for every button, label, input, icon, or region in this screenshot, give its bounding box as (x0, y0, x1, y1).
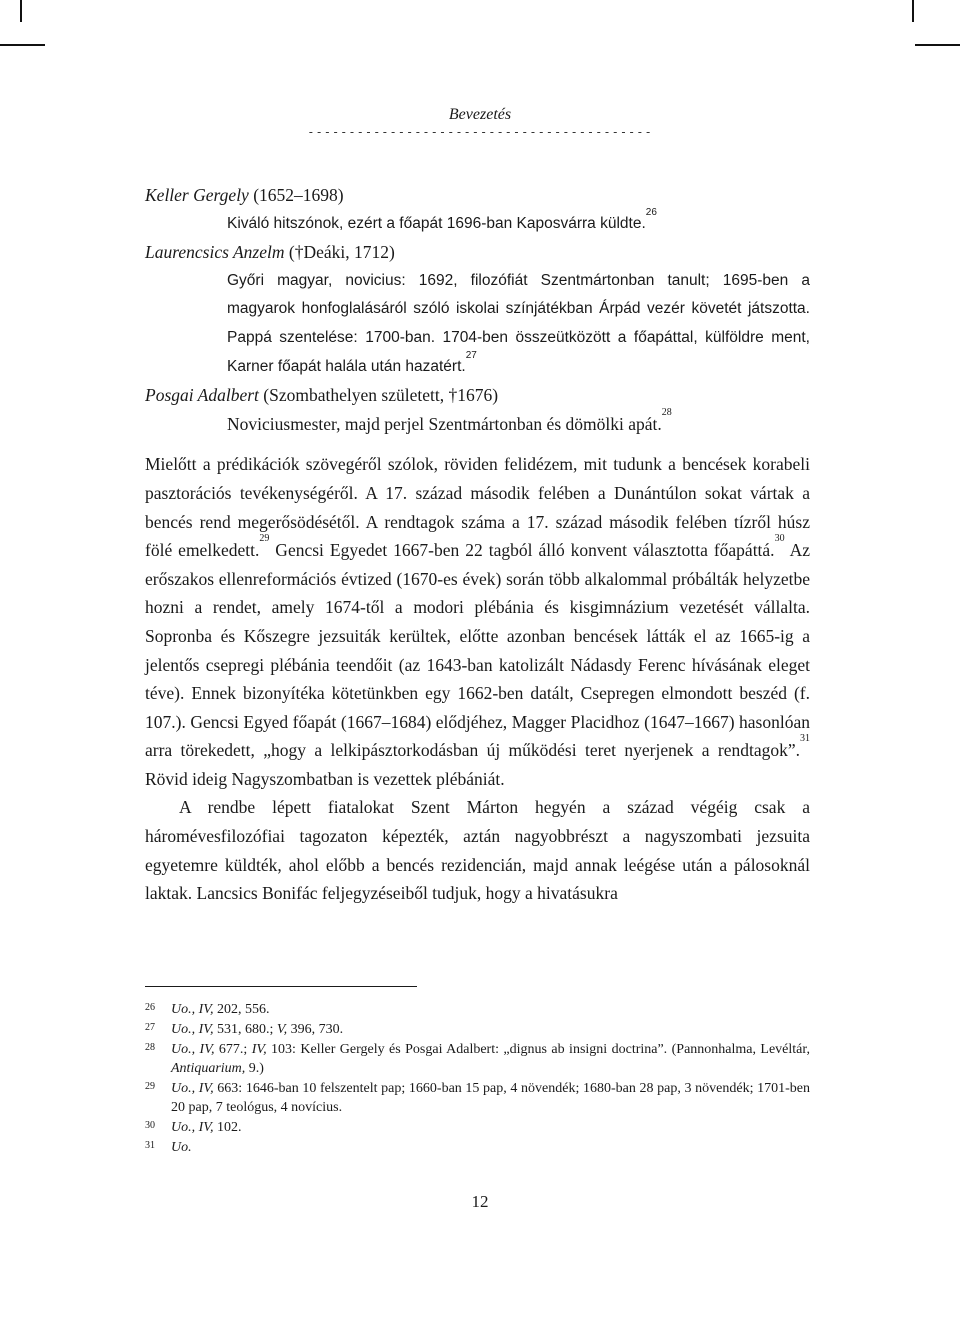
footnote-detail: 103: Keller Gergely és Posgai Adalbert: „dignus ab insigni doctrina”. (Pannonhalma, Levéltár, (266, 1042, 810, 1057)
running-header (0, 104, 960, 138)
footnote-number: 30 (145, 1120, 155, 1131)
entry-text-content: Noviciusmester, majd perjel Szentmártonban és dömölki apát. (227, 413, 662, 434)
footnote-ref[interactable]: 29 (259, 533, 270, 545)
entry-name: Keller Gergely (145, 185, 249, 205)
footnote-source: Uo. (171, 1140, 192, 1155)
footnote-ref[interactable]: 28 (661, 406, 672, 418)
entry-meta: (1652–1698) (248, 185, 344, 205)
entry-meta: (Szombathelyen született, †1676) (258, 385, 499, 406)
footnote (145, 1000, 810, 1019)
footnote-ref[interactable]: 26 (645, 206, 657, 218)
crop-mark (912, 0, 914, 22)
paragraph-text: Mielőtt a prédikációk szövegéről szólok, röviden felidézem, mit tudunk a bencések korabeli pasztorációs tevékenységéről. A 17. század második felében a Dunántúlon sokat vártak a bencés rend megerősödésétől. A rendtagok száma a 17. század második felében tízről húsz fölé emelkedett. (145, 454, 810, 561)
footnote-number: 28 (145, 1042, 155, 1053)
crop-mark (20, 0, 22, 22)
page-body (145, 181, 810, 908)
entry-name: Laurencsics Anzelm (145, 242, 285, 263)
page-number: 12 (471, 1192, 489, 1211)
footnote-ref[interactable]: 30 (774, 533, 785, 545)
footnotes (145, 1000, 810, 1158)
footnote (145, 1118, 810, 1137)
entry-text-content: Győri magyar, novicius: 1692, filozófiát Szentmártonban tanult; 1695-ben a magyarok honfoglalásáról szóló iskolai színjátékban Árpád vezér követét játszotta. Pappá szentelése: 1700-ban. 1704-ben összeütközött a főapáttal, külföldre ment, Karner főapát halála után hazatért. (227, 271, 810, 375)
footnote-number: 26 (145, 1002, 155, 1013)
footnote-text (171, 1000, 810, 1019)
entry-heading (145, 381, 810, 410)
body-paragraph (145, 450, 810, 793)
footnote-number: 31 (145, 1140, 155, 1151)
footnote-text (171, 1138, 810, 1157)
body-paragraph: A rendbe lépett fiatalokat Szent Márton hegyén a század végéig csak a háromévesfilozófiai tagozaton képezték, aztán nagyobbrészt a nagyszombati jezsuita egyetemre küldték, ahol előbb a bencés rezidencián, majd annak leégése után a pálosoknál laktak. Lancsics Bonifác feljegyzéseiből tudjuk, hogy a hivatásukra (145, 797, 810, 904)
footnote-source: Uo., IV, (171, 1081, 214, 1096)
footnote-number: 29 (145, 1081, 155, 1092)
footnote-source: Uo., IV, (171, 1002, 214, 1017)
footnote-number: 27 (145, 1022, 155, 1033)
entry-heading (145, 181, 810, 210)
header-rule: ------------------------------------------ (307, 125, 653, 139)
entry-heading (145, 238, 810, 267)
crop-mark (0, 44, 45, 46)
footnote-source: V, (276, 1022, 288, 1037)
footnote-separator (145, 986, 417, 987)
paragraph-text: Rövid ideig Nagyszombatban is vezettek plébániát. (145, 768, 505, 789)
footnote (145, 1079, 810, 1117)
footnote-detail: 102. (213, 1120, 242, 1135)
entry-meta: (†Deáki, 1712) (284, 242, 395, 263)
footnote-ref[interactable]: 31 (800, 733, 810, 745)
entry-text-content: Kiváló hitszónok, ezért a főapát 1696-ban Kaposvárra küldte. (227, 214, 646, 232)
footnote-detail: 663: 1646-ban 10 felszentelt pap; 1660-ban 15 pap, 4 növendék; 1680-ban 28 pap, 3 növendék; 1701-ben 20 pap, 7 teológus, 4 novícius. (171, 1081, 810, 1115)
footnote (145, 1020, 810, 1039)
paragraph-text: Gencsi Egyedet 1667-ben 22 tagból álló konvent választotta főapáttá. (269, 540, 775, 561)
footnote-source: Uo., IV, (171, 1022, 214, 1037)
header-title: Bevezetés (448, 106, 512, 123)
footnote-source: Uo., IV, (171, 1120, 214, 1135)
footnote-detail: 9.) (245, 1061, 264, 1076)
footnote-detail: 202, 556. (213, 1002, 270, 1017)
footnote-detail: 677.; (214, 1042, 252, 1057)
paragraph-text: Az erőszakos ellenreformációs évtized (1670-es évek) során több alkalommal próbálták helyzetbe hozni a rendet, amely 1674-től a modori plébánia és kisgimnázium vezetését vállalta. Sopronba és Kőszegre jezsuiták kerültek, előtte azonban bencések látták el az 1665-ig a jelentős csepregi plébánia teendőit (az 1643-ban katolizált Nádasdy Ferenc hívásának eleget téve). Ennek bizonyítéka kötetünkben egy 1662-ben datált, Csepregen elmondott beszéd (f. 107.). Gencsi Egyed főapát (1667–1684) elődjéhez, Magger Placidhoz (1647–1667) hasonlóan arra törekedett, „hogy a lelkipásztorkodásban új működési teret nyerjenek a rendtagok”. (145, 540, 810, 761)
footnote-detail: 531, 680.; (213, 1022, 277, 1037)
footnote-source: IV, (251, 1042, 267, 1057)
footnote-source: Antiquarium, (171, 1061, 246, 1076)
entry-text (227, 406, 810, 439)
entry-name: Posgai Adalbert (145, 385, 259, 406)
footnote-ref[interactable]: 27 (465, 349, 477, 361)
footnote (145, 1040, 810, 1078)
footnote-text (171, 1020, 810, 1039)
crop-mark (915, 44, 960, 46)
footnote-detail: 396, 730. (287, 1022, 344, 1037)
footnote-text (171, 1040, 810, 1078)
entry-text (227, 206, 810, 239)
footnote-source: Uo., IV, (171, 1042, 215, 1057)
footnote-text (171, 1118, 810, 1137)
footnote (145, 1138, 810, 1157)
footnote-text (171, 1079, 810, 1117)
entry-text (227, 267, 810, 381)
